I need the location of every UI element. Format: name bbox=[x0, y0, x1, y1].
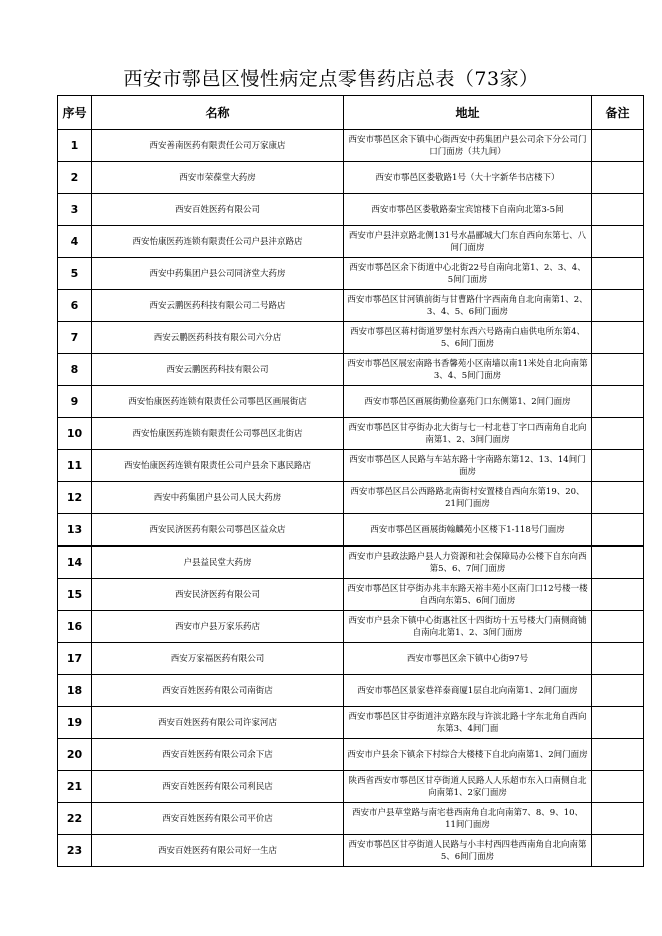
row-index: 1 bbox=[58, 130, 92, 162]
row-address: 西安市鄠邑区景家巷祥泰商厦1层自北向南第1、2间门面房 bbox=[344, 675, 592, 707]
table-row bbox=[58, 194, 644, 226]
table-row bbox=[58, 130, 644, 162]
table-row bbox=[58, 675, 644, 707]
row-address: 西安市鄠邑区甘亭街道沣京路东段与许滨北路十字东北角自西向东第3、4间门面 bbox=[344, 707, 592, 739]
table-row bbox=[58, 803, 644, 835]
row-remark bbox=[592, 611, 644, 643]
row-name: 西安百姓医药有限公司南街店 bbox=[92, 675, 344, 707]
row-remark bbox=[592, 514, 644, 547]
table-row bbox=[58, 546, 644, 579]
row-address: 西安市鄠邑区余下镇中心街西安中药集团户县公司余下分公司门口门面房（共九间） bbox=[344, 130, 592, 162]
row-remark bbox=[592, 354, 644, 386]
table-row bbox=[58, 418, 644, 450]
row-remark bbox=[592, 707, 644, 739]
table-row bbox=[58, 226, 644, 258]
row-index: 2 bbox=[58, 162, 92, 194]
row-address: 西安市鄠邑区吕公西路路北南街村安置楼自西向东第19、20、21间门面房 bbox=[344, 482, 592, 514]
row-remark bbox=[592, 162, 644, 194]
row-remark bbox=[592, 643, 644, 675]
row-name: 户县益民堂大药房 bbox=[92, 546, 344, 579]
row-name: 西安百姓医药有限公司 bbox=[92, 194, 344, 226]
row-address: 西安市鄠邑区蒋村街道罗堡村东西六号路南白庙供电所东第4、5、6间门面房 bbox=[344, 322, 592, 354]
row-name: 西安民济医药有限公司 bbox=[92, 579, 344, 611]
row-remark bbox=[592, 322, 644, 354]
row-index: 18 bbox=[58, 675, 92, 707]
table-row bbox=[58, 514, 644, 547]
row-remark bbox=[592, 739, 644, 771]
row-index: 11 bbox=[58, 450, 92, 482]
row-remark bbox=[592, 130, 644, 162]
row-name: 西安万家福医药有限公司 bbox=[92, 643, 344, 675]
row-address: 西安市鄠邑区画展街勤俭嘉苑门口东侧第1、2间门面房 bbox=[344, 386, 592, 418]
row-address: 西安市鄠邑区甘亭街道人民路与小丰村西四巷西南角自北向南第5、6间门面房 bbox=[344, 835, 592, 867]
table-row bbox=[58, 643, 644, 675]
row-remark bbox=[592, 418, 644, 450]
row-remark bbox=[592, 194, 644, 226]
row-index: 14 bbox=[58, 546, 92, 579]
row-remark bbox=[592, 258, 644, 290]
table-row bbox=[58, 739, 644, 771]
row-index: 4 bbox=[58, 226, 92, 258]
row-index: 20 bbox=[58, 739, 92, 771]
row-remark bbox=[592, 546, 644, 579]
row-name: 西安百姓医药有限公司平价店 bbox=[92, 803, 344, 835]
row-name: 西安市荣葆堂大药房 bbox=[92, 162, 344, 194]
row-remark bbox=[592, 579, 644, 611]
page-title: 西安市鄠邑区慢性病定点零售药店总表（73家） bbox=[123, 68, 539, 90]
column-header-index: 序号 bbox=[58, 96, 92, 130]
row-address: 西安市鄠邑区娄敬路1号（大十字新华书店楼下） bbox=[344, 162, 592, 194]
row-index: 16 bbox=[58, 611, 92, 643]
row-address: 西安市鄠邑区画展街翰麟苑小区楼下1-118号门面房 bbox=[344, 514, 592, 547]
column-header-remark: 备注 bbox=[592, 96, 644, 130]
row-remark bbox=[592, 482, 644, 514]
row-name: 西安中药集团户县公司人民大药房 bbox=[92, 482, 344, 514]
row-name: 西安百姓医药有限公司利民店 bbox=[92, 771, 344, 803]
row-index: 13 bbox=[58, 514, 92, 547]
row-remark bbox=[592, 803, 644, 835]
row-index: 22 bbox=[58, 803, 92, 835]
row-address: 西安市户县草堂路与南宅巷西南角自北向南第7、8、9、10、11间门面房 bbox=[344, 803, 592, 835]
row-address: 西安市鄠邑区展宏南路书香馨苑小区南墙以南11米处自北向南第3、4、5间门面房 bbox=[344, 354, 592, 386]
table-body bbox=[58, 130, 644, 867]
row-address: 西安市户县余下镇中心街惠社区十四街坊十五号楼大门南侧商铺自南向北第1、2、3间门面房 bbox=[344, 611, 592, 643]
row-index: 8 bbox=[58, 354, 92, 386]
row-name: 西安百姓医药有限公司余下店 bbox=[92, 739, 344, 771]
row-address: 西安市户县余下镇余下村综合大楼楼下自北向南第1、2间门面房 bbox=[344, 739, 592, 771]
table-row bbox=[58, 611, 644, 643]
table-row bbox=[58, 322, 644, 354]
row-name: 西安怡康医药连锁有限责任公司鄠邑区北街店 bbox=[92, 418, 344, 450]
table-row bbox=[58, 450, 644, 482]
row-name: 西安云鹏医药科技有限公司二号路店 bbox=[92, 290, 344, 322]
table-row bbox=[58, 579, 644, 611]
table-row bbox=[58, 771, 644, 803]
row-index: 15 bbox=[58, 579, 92, 611]
row-remark bbox=[592, 226, 644, 258]
row-name: 西安民济医药有限公司鄠邑区益众店 bbox=[92, 514, 344, 547]
table-row bbox=[58, 290, 644, 322]
row-index: 6 bbox=[58, 290, 92, 322]
row-address: 西安市鄠邑区甘亭街办兆丰东路天裕丰苑小区南门口12号楼一楼自西向东第5、6间门面房 bbox=[344, 579, 592, 611]
pharmacy-table bbox=[57, 95, 644, 867]
row-remark bbox=[592, 450, 644, 482]
row-name: 西安云鹏医药科技有限公司六分店 bbox=[92, 322, 344, 354]
table-header-row bbox=[58, 96, 644, 130]
row-index: 10 bbox=[58, 418, 92, 450]
row-name: 西安百姓医药有限公司好一生店 bbox=[92, 835, 344, 867]
column-header-address: 地址 bbox=[344, 96, 592, 130]
row-index: 3 bbox=[58, 194, 92, 226]
row-remark bbox=[592, 771, 644, 803]
row-name: 西安云鹏医药科技有限公司 bbox=[92, 354, 344, 386]
row-index: 5 bbox=[58, 258, 92, 290]
table-row bbox=[58, 354, 644, 386]
row-name: 西安百姓医药有限公司许家河店 bbox=[92, 707, 344, 739]
table-row bbox=[58, 707, 644, 739]
table-row bbox=[58, 258, 644, 290]
row-address: 西安市户县沣京路北侧131号水晶郦城大门东自西向东第七、八间门面房 bbox=[344, 226, 592, 258]
row-remark bbox=[592, 675, 644, 707]
row-address: 西安市鄠邑区人民路与车站东路十字南路东第12、13、14间门面房 bbox=[344, 450, 592, 482]
row-address: 西安市鄠邑区甘河镇前街与甘曹路什字西南角自北向南第1、2、3、4、5、6间门面房 bbox=[344, 290, 592, 322]
row-address: 西安市鄠邑区甘亭街办北大街与七一村北巷丁字口西南角自北向南第1、2、3间门面房 bbox=[344, 418, 592, 450]
row-index: 9 bbox=[58, 386, 92, 418]
row-index: 23 bbox=[58, 835, 92, 867]
row-index: 7 bbox=[58, 322, 92, 354]
row-remark bbox=[592, 290, 644, 322]
row-index: 21 bbox=[58, 771, 92, 803]
row-name: 西安善南医药有限责任公司万家康店 bbox=[92, 130, 344, 162]
row-remark bbox=[592, 835, 644, 867]
row-index: 12 bbox=[58, 482, 92, 514]
row-address: 西安市户县政法路户县人力资源和社会保障局办公楼下自东向西第5、6、7间门面房 bbox=[344, 546, 592, 579]
table-row bbox=[58, 835, 644, 867]
row-index: 19 bbox=[58, 707, 92, 739]
table-row bbox=[58, 162, 644, 194]
row-index: 17 bbox=[58, 643, 92, 675]
row-name: 西安怡康医药连锁有限责任公司户县余下惠民路店 bbox=[92, 450, 344, 482]
row-address: 西安市鄠邑区余下镇中心街97号 bbox=[344, 643, 592, 675]
row-name: 西安市户县万家乐药店 bbox=[92, 611, 344, 643]
row-remark bbox=[592, 386, 644, 418]
table-row bbox=[58, 386, 644, 418]
row-name: 西安怡康医药连锁有限责任公司鄠邑区画展街店 bbox=[92, 386, 344, 418]
row-name: 西安怡康医药连锁有限责任公司户县沣京路店 bbox=[92, 226, 344, 258]
row-address: 西安市鄠邑区余下街道中心北街22号自南向北第1、2、3、4、5间门面房 bbox=[344, 258, 592, 290]
column-header-name: 名称 bbox=[92, 96, 344, 130]
row-name: 西安中药集团户县公司同济堂大药房 bbox=[92, 258, 344, 290]
table-row bbox=[58, 482, 644, 514]
row-address: 陕西省西安市鄠邑区甘亭街道人民路人人乐超市东入口南侧自北向南第1、2家门面房 bbox=[344, 771, 592, 803]
row-address: 西安市鄠邑区娄敬路秦宝宾馆楼下自南向北第3-5间 bbox=[344, 194, 592, 226]
